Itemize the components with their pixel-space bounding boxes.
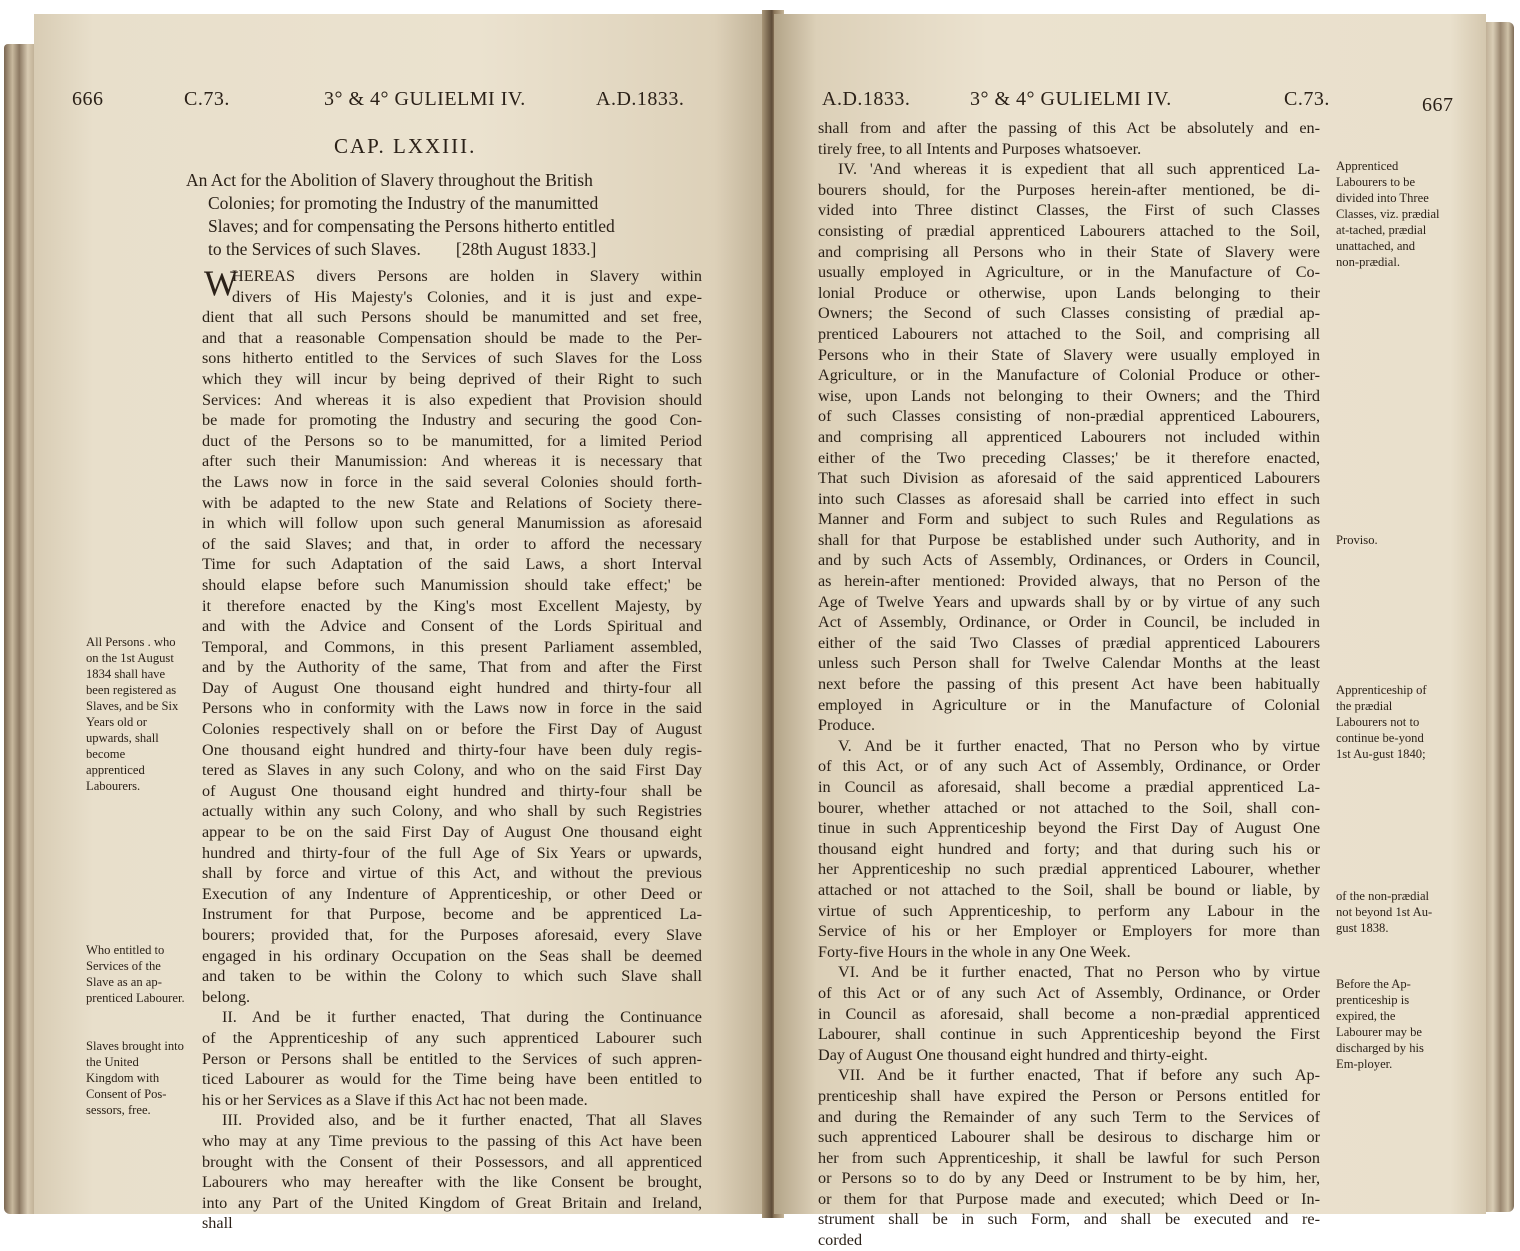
body-line: tinue in such Apprenticeship beyond the First Day of August One xyxy=(818,819,1320,838)
body-line: unless such Person shall for Twelve Calendar Months at the least xyxy=(818,654,1320,673)
left-page xyxy=(34,14,774,1233)
body-line: strument shall be in such Form, and shall be executed and re- xyxy=(818,1210,1320,1229)
act-title-line: Slaves; and for compensating the Persons hitherto entitled xyxy=(208,216,615,236)
body-line: Agriculture, or in the Manufacture of Colonial Produce or other- xyxy=(818,366,1320,385)
body-line: bourers should, for the Purposes herein-after mentioned, be di- xyxy=(818,180,1320,199)
body-line: should elapse before such Manumission should take effect;' be xyxy=(202,575,702,594)
body-line: Produce. xyxy=(818,716,876,735)
body-line: appear to be on the said First Day of August One thousand eight xyxy=(202,823,702,842)
margin-note-praedial-limit: Apprenticeship of the prædial Labourers not to continue be-yond 1st Au-gust 1840; xyxy=(1336,683,1427,761)
left-page-edges xyxy=(4,44,38,1214)
body-line: into any Part of the United Kingdom of Great Britain and Ireland, xyxy=(202,1193,702,1212)
right-regnal: 3° & 4° GULIELMI IV. xyxy=(970,88,1172,110)
margin-note-proviso: Proviso. xyxy=(1336,533,1378,547)
body-line: as herein-after mentioned: Provided always, that no Person of the xyxy=(818,572,1320,591)
body-line: Labourers who may hereafter with the like Consent be brought, xyxy=(202,1173,702,1192)
body-line: Service of his or her Employer or Employers for more than xyxy=(818,922,1320,941)
body-line: Day of August One thousand eight hundred and thirty-eight. xyxy=(818,1045,1208,1064)
body-line: Persons who in their State of Slavery were usually employed in xyxy=(818,345,1320,364)
right-year: A.D.1833. xyxy=(822,88,911,110)
body-line: HEREAS divers Persons are holden in Slavery within xyxy=(232,267,702,285)
body-line: either of the Two preceding Classes;' be it therefore enacted, xyxy=(818,448,1320,467)
body-line: Day of August One thousand eight hundred and thirty-four all xyxy=(202,678,702,697)
chapter-title: CAP. LXXIII. xyxy=(334,134,477,158)
body-line: duct of the Persons so to be manumitted, for a limited Period xyxy=(202,431,702,450)
body-line: VII. And be it further enacted, That if before any such Ap- xyxy=(838,1066,1320,1085)
body-line: Temporal, and Commons, in this present Parliament assembled, xyxy=(202,637,702,656)
left-regnal: 3° & 4° GULIELMI IV. xyxy=(324,88,526,110)
body-line: attached or not attached to the Soil, shall be bound or liable, by xyxy=(818,880,1320,899)
body-line: in Council as aforesaid, shall become a non-prædial apprenticed xyxy=(818,1004,1320,1023)
right-body-text xyxy=(818,118,1320,1251)
body-line: of the Apprenticeship of any such apprenticed Labourer such xyxy=(202,1028,702,1047)
body-line: ticed Labourer as would for the Time being have been entitled to xyxy=(202,1070,702,1089)
body-line: of such Classes consisting of non-prædial apprenticed Labourers, xyxy=(818,407,1320,426)
body-line: employed in Agriculture or in the Manufacture of Colonial xyxy=(818,695,1320,714)
body-line: and with the Advice and Consent of the Lords Spiritual and xyxy=(202,617,702,636)
body-line: Owners; the Second of such Classes consisting of prædial ap- xyxy=(818,304,1320,323)
body-line: corded xyxy=(818,1231,863,1250)
body-line: actually within any such Colony, and who shall by such Registries xyxy=(202,802,702,821)
body-line: engaged in his ordinary Occupation on the Seas shall be deemed xyxy=(202,946,702,965)
body-line: her Apprenticeship no such prædial apprenticed Labourer, whether xyxy=(818,860,1320,879)
body-line: or them for that Purpose made and executed; which Deed or In- xyxy=(818,1189,1320,1208)
body-line: such apprenticed Labourer shall be desirous to discharge him or xyxy=(818,1128,1320,1147)
body-line: That such Division as aforesaid of the said apprenticed Labourers xyxy=(818,469,1320,488)
body-line: of the said Slaves; and that, in order to afford the necessary xyxy=(202,534,702,553)
body-line: her from such Apprenticeship, it shall be lawful for such Person xyxy=(818,1148,1320,1167)
body-line: thousand eight hundred and forty; and that during such his or xyxy=(818,839,1320,858)
body-line: III. Provided also, and be it further enacted, That all Slaves xyxy=(222,1111,702,1130)
body-line: dient that all such Persons should be manumitted and set free, xyxy=(202,308,702,327)
body-line: Manner and Form and subject to such Rules and Regulations as xyxy=(818,510,1320,529)
body-line: usually employed in Agriculture, or in the Manufacture of Co- xyxy=(818,263,1320,282)
body-line: the Laws now in force in the said several Colonies should forth- xyxy=(202,472,702,491)
body-line: be made for promoting the Industry and securing the good Con- xyxy=(202,411,702,430)
body-line: vided into Three distinct Classes, the First of such Classes xyxy=(818,201,1320,220)
body-line: Services: And whereas it is also expedient that Provision should xyxy=(202,390,702,409)
margin-note-who-entitled: Who entitled to Services of the Slave as an ap-prenticed Labourer. xyxy=(86,943,185,1005)
open-book xyxy=(4,4,1514,1250)
margin-note-non-praedial-limit: of the non-prædial not beyond 1st Au-gust 1838. xyxy=(1336,889,1433,935)
act-title-line: An Act for the Abolition of Slavery throughout the British xyxy=(186,170,593,190)
body-line: and during the Remainder of any such Term to the Services of xyxy=(818,1107,1320,1126)
body-line: belong. xyxy=(202,987,251,1006)
body-line: Execution of any Indenture of Apprenticeship, or other Deed or xyxy=(202,884,702,903)
body-line: with be adapted to the new State and Relations of Society there- xyxy=(202,493,702,512)
body-line: or Persons so to do by any Deed or Instrument to be by him, her, xyxy=(818,1169,1320,1188)
body-line: it therefore enacted by the King's most Excellent Majesty, by xyxy=(202,596,702,615)
body-line: sons hitherto entitled to the Services of such Slaves for the Loss xyxy=(202,349,702,368)
body-line: shall for that Purpose be established under such Authority, and in xyxy=(818,530,1320,549)
body-line: Instrument for that Purpose, become and be apprenticed La- xyxy=(202,905,702,924)
body-line: and comprising all Persons who in their State of Slavery were xyxy=(818,242,1320,261)
body-line: VI. And be it further enacted, That no Person who by virtue xyxy=(838,963,1320,982)
body-line: Colonies respectively shall on or before the First Day of August xyxy=(202,720,702,739)
body-line: IV. 'And whereas it is expedient that all such apprenticed La- xyxy=(838,160,1320,179)
body-line: Age of Twelve Years and upwards shall by or by virtue of any such xyxy=(818,592,1320,611)
right-page-number: 667 xyxy=(1422,94,1454,116)
margin-note-three-classes: Apprenticed Labourers to be divided into Three Classes, viz. prædial at-tached, prædial unattached, and non-prædial. xyxy=(1336,159,1440,269)
body-line: of this Act or of any such Act of Assembly, Ordinance, or Order xyxy=(818,983,1320,1002)
body-line: tered as Slaves in any such Colony, and who on the said First Day xyxy=(202,761,702,780)
body-line: of this Act, or of any such Act of Assembly, Ordinance, or Order xyxy=(818,757,1320,776)
body-line: after such their Manumission: And whereas it is necessary that xyxy=(202,452,702,471)
body-line: Act of Assembly, Ordinance, or Order in Council, be included in xyxy=(818,613,1320,632)
body-line: Person or Persons shall be entitled to the Services of such appren- xyxy=(202,1049,702,1068)
body-line: and that a reasonable Compensation should be made to the Per- xyxy=(202,328,702,347)
body-line: shall by force and virtue of this Act, and without the previous xyxy=(202,864,702,883)
body-line: in which will follow upon such general Manumission as aforesaid xyxy=(202,514,702,533)
body-line: prenticed Labourers not attached to the Soil, and comprising all xyxy=(818,324,1320,343)
margin-note-slaves-brought: Slaves brought into the United Kingdom with Consent of Pos-sessors, free. xyxy=(86,1039,184,1117)
margin-note-discharge: Before the Ap-prenticeship is expired, the Labourer may be discharged by his Em-ployer. xyxy=(1336,977,1424,1071)
body-line: into such Classes as aforesaid shall be carried into effect in such xyxy=(818,489,1320,508)
body-line: and by the Authority of the same, That from and after the First xyxy=(202,658,702,677)
body-line: of August One thousand eight hundred and thirty-four shall be xyxy=(202,781,702,800)
body-line: and comprising all apprenticed Labourers not included within xyxy=(818,427,1320,446)
body-line: in Council as aforesaid, shall become a prædial apprenticed La- xyxy=(818,778,1320,796)
right-chapter: C.73. xyxy=(1284,88,1330,110)
body-line: divers of His Majesty's Colonies, and it is just and expe- xyxy=(232,287,702,306)
body-line: Labourer, shall continue in such Apprenticeship beyond the First xyxy=(818,1025,1320,1044)
act-title-line: to the Services of such Slaves. [28th August 1833.] xyxy=(208,239,597,259)
body-line: wise, upon Lands not belonging to their Owners; and the Third xyxy=(818,386,1320,405)
body-line: shall from and after the passing of this Act be absolutely and en- xyxy=(818,119,1320,137)
body-line: Persons who in conformity with the Laws now in force in the said xyxy=(202,699,702,718)
body-line: hundred and thirty-four of the full Age of Six Years or upwards, xyxy=(202,843,702,862)
body-line: prenticeship shall have expired the Person or Persons entitled for xyxy=(818,1086,1320,1105)
body-line: virtue of such Apprenticeship, to perform any Labour in the xyxy=(818,901,1320,920)
left-chapter: C.73. xyxy=(184,88,230,110)
body-line: brought with the Consent of their Possessors, and all apprenticed xyxy=(202,1152,702,1171)
body-line: and by such Acts of Assembly, Ordinances, or Orders in Council, xyxy=(818,551,1320,570)
body-line: and taken to be within the Colony to which such Slave shall xyxy=(202,967,702,986)
left-body-text xyxy=(202,263,702,1234)
body-line: V. And be it further enacted, That no Person who by virtue xyxy=(838,736,1320,755)
act-title-line: Colonies; for promoting the Industry of the manumitted xyxy=(208,193,599,213)
body-line: tirely free, to all Intents and Purposes whatsoever. xyxy=(818,139,1142,158)
margin-note-all-persons: All Persons . who on the 1st August 1834 shall have been registered as Slaves, and be Six Years old or upwards, shall become apprenticed Labourers. xyxy=(86,635,179,793)
body-line: his or her Services as a Slave if this Act hac not been made. xyxy=(202,1090,588,1109)
body-line: who may at any Time previous to the passing of this Act have been xyxy=(202,1131,702,1150)
body-line: II. And be it further enacted, That during the Continuance xyxy=(222,1008,702,1027)
body-line: Time for such Adaptation of the said Laws, a short Interval xyxy=(202,555,702,574)
left-year: A.D.1833. xyxy=(596,88,685,110)
body-line: which they will incur by being deprived of their Right to such xyxy=(202,369,702,388)
body-line: lonial Produce or otherwise, upon Lands belonging to their xyxy=(818,283,1320,302)
body-line: bourer, whether attached or not attached to the Soil, shall con- xyxy=(818,798,1320,817)
body-line: either of the said Two Classes of prædial apprenticed Labourers xyxy=(818,633,1320,652)
drop-cap: W xyxy=(204,263,238,303)
body-line: consisting of prædial apprenticed Labourers attached to the Soil, xyxy=(818,221,1320,240)
act-title xyxy=(186,169,706,261)
right-page-edges xyxy=(1484,22,1514,1212)
body-line: Forty-five Hours in the whole in any One Week. xyxy=(818,942,1131,961)
body-line: bourers; provided that, for the Purposes aforesaid, every Slave xyxy=(202,926,702,944)
right-page xyxy=(774,14,1486,1250)
body-line: next before the passing of this present Act have been habitually xyxy=(818,675,1320,694)
body-line: One thousand eight hundred and thirty-four have been duly regis- xyxy=(202,740,702,759)
body-line: shall xyxy=(202,1214,233,1233)
left-page-number: 666 xyxy=(72,88,104,110)
